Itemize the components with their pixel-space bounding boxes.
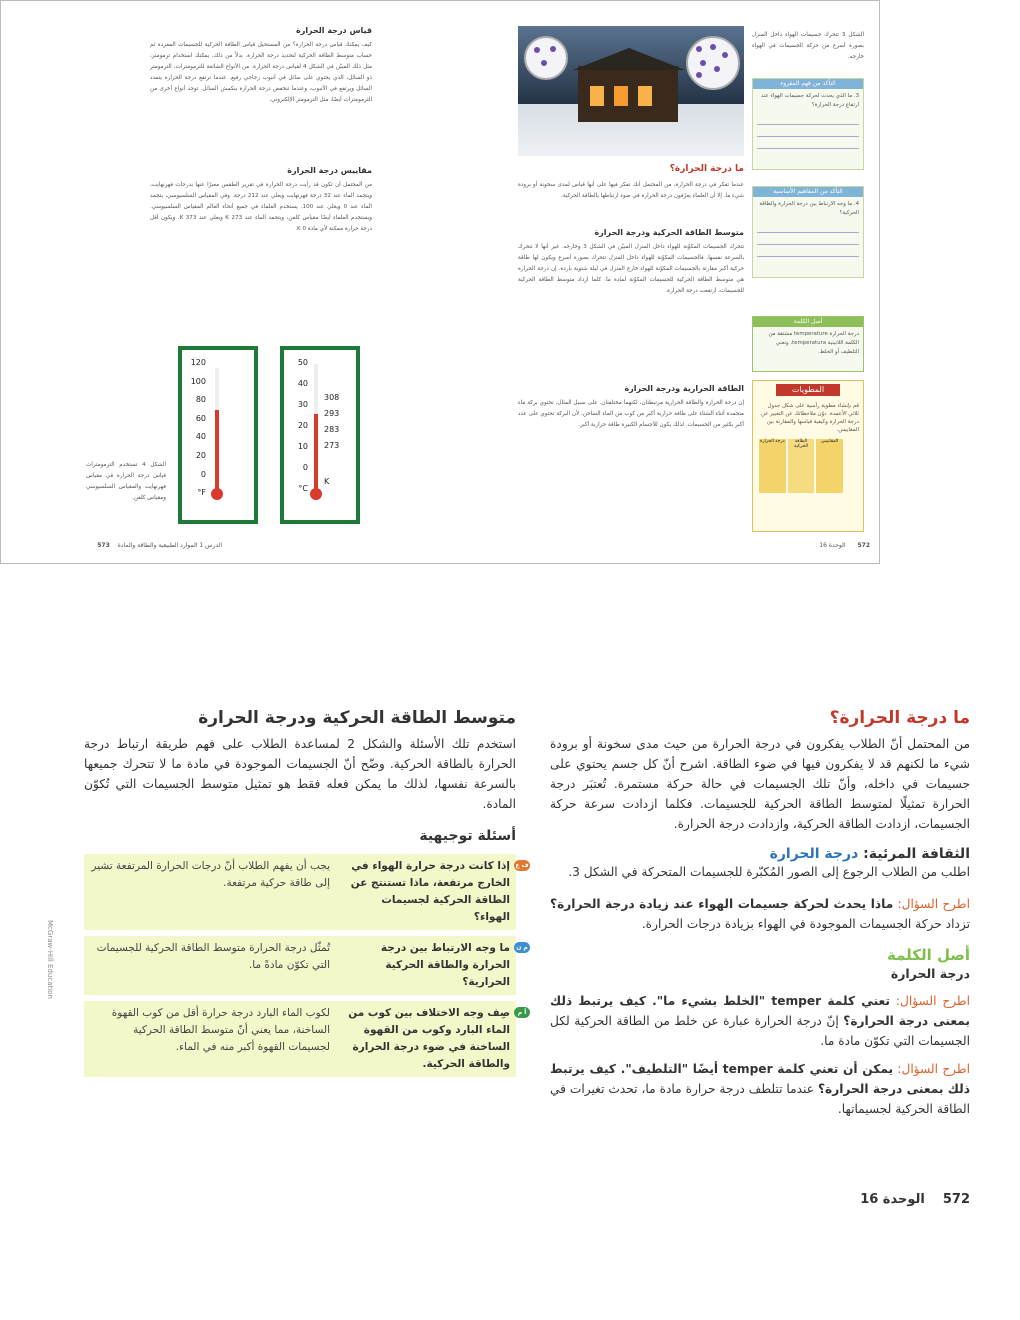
question-label: إذا كانت درجة حرارة الهواء في الخارج مرتفعة، ماذا تستنتج عن الطاقة الحركية لجسيمات الهواء؟: [350, 860, 510, 923]
mini-text-measure: كيف يمكنك قياس درجة الحرارة؟ من المستحيل قياس الطاقة الحركية للجسيمات المفردة ثم حساب متوسط الطاقة الحركية لتحديد درجة الحرارة. بدلاً من ذلك، يمكنك استخدام ترمومتر، مثل ذلك المبيّن في الشكل 4 لقياس درجة الحرارة. من الأنواع الشائعة للترمومترات، الترمومتر ذو السائل، الذي يحتوي على سائل في أنبوب زجاجي رفيع. عندما ترتفع درجة الحرارة يتمدد السائل ويرتفع في الأنبوب، وعندما تنخفض درجة الحرارة ينكمش السائل. توجد أنواع أخرى من الترمومترات أيضًا، مثل الترمومتر الإلكتروني.: [150, 42, 372, 103]
question-label: ما وجه الارتباط بين درجة الحرارة والطاقة الحركية الحرارية؟: [380, 942, 510, 988]
question-text: [336, 936, 528, 995]
key-concept-box: [752, 186, 864, 278]
page-number: 572: [942, 1192, 970, 1207]
tick-label: 0: [302, 463, 308, 472]
tick-label: 50: [297, 358, 308, 367]
question-row: [84, 936, 528, 995]
answer-text: لكوب الماء البارد درجة حرارة أقل من كوب القهوة الساخنة، مما يعني أنّ متوسط الطاقة الحركية لجسيمات القهوة أكبر منه في الماء.: [84, 1001, 336, 1077]
word-origin-heading: أصل الكلمة: [886, 946, 970, 964]
reading-check-question: 3. ما الذي يحدث لحركة جسيمات الهواء عند ارتفاع درجة الحرارة؟: [760, 93, 859, 108]
mini-footer-right-unit: الوحدة 16: [819, 542, 846, 549]
ask-question-2: [550, 991, 970, 1051]
mini-footer-left-page: 573: [97, 542, 110, 549]
reading-check-title: التأكد من فهم المقروء: [753, 79, 863, 89]
mini-heading-scales: مقاييس درجة الحرارة: [287, 166, 372, 175]
answer-text: تُمثّل درجة الحرارة متوسط الطاقة الحركية للجسيمات التي تكوّن مادةً ما.: [84, 936, 336, 995]
tick-label: 10: [297, 442, 308, 451]
ask-question: يمكن أن تعني كلمة temper أيضًا "التلطيف". كيف يرتبط ذلك بمعنى درجة الحرارة؟: [550, 1062, 970, 1096]
mini-heading-kinetic: متوسط الطاقة الحركية ودرجة الحرارة: [594, 228, 744, 237]
thermometer-fahrenheit: [178, 346, 258, 524]
ask-label: اطرح السؤال:: [897, 1062, 970, 1076]
bulb: [310, 488, 322, 500]
word-origin-text: درجة الحرارة temperature مشتقة من الكلمة اللاتينية temperatura، وتعني التلطيف أو الخلط.: [768, 331, 859, 355]
mini-footer-right-page: 572: [857, 542, 870, 549]
word-origin-title: أصل الكلمة: [753, 317, 863, 327]
cold-particles-zoom: [524, 36, 568, 80]
guiding-questions-table: [84, 854, 529, 1077]
question-label: صِف وجه الاختلاف بين كوب من الماء البارد وكوب من القهوة الساخنة في ضوء درجة الحرارة والطاقة الحركية.: [348, 1007, 510, 1070]
visual-literacy-text: اطلب من الطلاب الرجوع إلى الصور المُكبّرة للجسيمات المتحركة في الشكل 3.: [568, 865, 970, 879]
visual-literacy-label: الثقافة المرئية:: [863, 846, 970, 862]
level-badge: ف ع: [515, 862, 529, 869]
foldables-box: [752, 380, 864, 532]
ask-answer: إنّ درجة الحرارة عبارة عن خلط من الطاقة الحركية لكل الجسيمات التي تكوّن مادة ما.: [550, 1014, 970, 1048]
mini-text-scales: من المحتمل أن تكون قد رأيت درجة الحرارة في تقرير الطقس معبرًا عنها بدرجات فهرنهايت، ويتجمد الماء عند 32 درجة فهرنهايت ويغلي عند 212 درجة. وفي المقياس السلسيوسي، يتجمد الماء عند 0 ويغلي عند 100. يستخدم العلماء في جميع أنحاء العالم المقياس السلسيوسي. ويستخدم العلماء أيضًا مقياس كلفن، ويتجمد الماء عند 273 K ويغلي عند 373 K. ويكون أقل درجة حرارة ممكنة لأي مادة 0 K.: [150, 182, 373, 232]
window-light: [614, 86, 628, 106]
ask-question-1: [550, 894, 970, 934]
ask-question: تعني كلمة temper "الخلط بشيء ما". كيف يرتبط ذلك بمعنى درجة الحرارة؟: [550, 994, 970, 1028]
key-concept-title: التأكد من المفاهيم الأساسية: [753, 187, 863, 197]
mini-footer-left-text: الدرس 1 الموارد الطبيعية والطاقة والمادة: [117, 542, 222, 549]
mini-text-what-is-temp: عندما تفكر في درجة الحرارة، من المحتمل أنك تفكر فيها على أنها قياس لمدى سخونة أو برودة شيء ما. إلا أن العلماء يعرّفون درجة الحرارة في ضوء ارتباطها بالطاقة الحركية.: [518, 182, 744, 199]
roof-shape: [573, 48, 685, 70]
question-text: [336, 1001, 527, 1077]
right-title: ما درجة الحرارة؟: [829, 708, 970, 728]
fig4-caption: الشكل 4 تستخدم الترمومترات قياس درجة الحرارة في مقياس فهرنهايت والمقياس السلسيوسي ومقياس كلفن.: [86, 462, 166, 501]
fahrenheit-ticks: [184, 354, 206, 503]
window-light: [590, 86, 604, 106]
question-row: [84, 854, 529, 930]
tick-label: 60: [195, 413, 206, 423]
unit-label: الوحدة 16: [860, 1192, 925, 1207]
unit-label: °F: [197, 488, 206, 498]
window-light: [638, 86, 652, 106]
tick-label: 20: [195, 450, 206, 460]
level-badge: أ م: [514, 1007, 530, 1018]
right-column: [550, 708, 970, 1119]
celsius-ticks: [286, 352, 308, 499]
visual-literacy-topic: درجة الحرارة: [769, 846, 859, 862]
reading-check-box: [752, 78, 864, 170]
thermometer-celsius-kelvin: [280, 346, 360, 524]
word-origin-box: [752, 316, 864, 372]
left-column: [84, 708, 529, 1083]
guiding-questions-heading: أسئلة توجيهية: [419, 828, 516, 844]
ask-answer: عندما تتلطف درجة حرارة مادة ما، تحدث تغيرات في الطاقة الحركية لجسيماتها.: [550, 1082, 970, 1116]
foldables-title: المطويات: [776, 384, 840, 396]
word-origin-subheading: درجة الحرارة: [890, 966, 970, 981]
foldable-tab-1: درجة الحرارة: [759, 439, 786, 493]
margin-credit: McGraw-Hill Education: [46, 920, 54, 999]
unit-label: K: [324, 477, 330, 486]
ask-label: اطرح السؤال:: [895, 994, 971, 1008]
tick-label: 273: [324, 441, 340, 450]
mini-heading-what-is-temp: ما درجة الحرارة؟: [669, 164, 744, 174]
foldable-tab-2: الطاقة الحركية: [788, 439, 815, 493]
unit-label: °C: [298, 484, 308, 493]
ask-answer: تزداد حركة الجسيمات الموجودة في الهواء بزيادة درجات الحرارة.: [641, 917, 970, 931]
question-row: [84, 1001, 527, 1077]
answer-text: يجب أن يفهم الطلاب أنّ درجات الحرارة المرتفعة تشير إلى طاقة حركية مرتفعة.: [84, 854, 336, 930]
tick-label: 120: [190, 358, 206, 367]
left-intro: استخدم تلك الأسئلة والشكل 2 لمساعدة الطلاب على فهم طريقة ارتباط درجة الحرارة بالطاقة الحركية. وضّح أنّ الجسيمات الموجودة في مادة ما لا تتحرك جميعها بالسرعة نفسها، لذلك ما يمكن فعله فقط هو تمثيل متوسط الجسيمات التي تُكوّن المادة.: [84, 737, 516, 811]
foldable-tab-3: المقاييس: [816, 439, 843, 493]
mini-heading-measure: قياس درجة الحرارة: [295, 26, 372, 35]
bulb: [211, 488, 223, 500]
page-footer: [830, 1192, 970, 1207]
question-text: [336, 854, 529, 930]
foldables-text: قم بإنشاء مطوية رأسية على شكل جدول ثلاثي الأعمدة. دوّن ملاحظاتك عن التعبير عن درجة الحرارة وكيفية قياسها والمقارنة بين المقاييس.: [760, 403, 859, 433]
tick-label: 293: [324, 409, 340, 418]
ask-label: اطرح السؤال:: [897, 897, 970, 911]
right-intro: من المحتمل أنّ الطلاب يفكرون في درجة الحرارة من حيث مدى سخونة أو برودة شيء ما لكنهم قد لا يفكرون فيها في ضوء الطاقة. اشرح أنّ كل جسم يحتوي على جسيمات في داخله، وأنّ تلك الجسيمات في حالة حركة مستمرة. تُعتبَر درجة الحرارة تمثيلًا لمتوسط الطاقة الحركية للجسيمات. فكلما ازدادت سرعة حركة الجسيمات، ازدادت الطاقة الحركية، وازدادت درجة الحرارة.: [550, 737, 970, 831]
tick-label: 100: [190, 376, 206, 386]
tick-label: 30: [297, 400, 308, 409]
mini-footer-left: [22, 542, 222, 549]
tick-label: 0: [200, 469, 206, 479]
tick-label: 80: [195, 395, 206, 405]
kelvin-ticks: [324, 390, 348, 490]
tick-label: 308: [324, 393, 340, 402]
key-concept-question: 4. ما وجه الارتباط بين درجة الحرارة والطاقة الحركية؟: [759, 201, 859, 216]
ask-question: ماذا يحدث لحركة جسيمات الهواء عند زيادة درجة الحرارة؟: [550, 897, 894, 911]
mini-footer-right: [790, 542, 870, 549]
mini-text-thermal: إن درجة الحرارة والطاقة الحرارية مرتبطتان، لكنهما مختلفتان. على سبيل المثال، تحتوي بركة ماء متجمدة أثناء الشتاء على طاقة حرارية أكبر من كوب من الماء الساخن، لأن البركة تحتوي على عدد أكبر بكثير من الجسيمات. لذلك يكون للأجسام الكبيرة طاقة حرارية أكبر.: [518, 400, 744, 428]
warm-particles-zoom: [686, 36, 740, 90]
house-photo: [518, 26, 744, 156]
foldable-drawing: [759, 439, 843, 493]
ask-question-3: [550, 1059, 970, 1119]
tick-label: 40: [297, 379, 308, 388]
level-badge: م ن: [514, 942, 530, 953]
tick-label: 40: [195, 432, 206, 442]
mini-heading-thermal: الطاقة الحرارية ودرجة الحرارة: [624, 384, 744, 393]
mini-text-kinetic: تتحرك الجسيمات المكوّنة للهواء داخل المنزل المبيّن في الشكل 3 وخارجه. غير أنها لا تتحرك بالسرعة نفسها. فالجسيمات المكوّنة للهواء داخل المنزل تتحرك بصورة أسرع ويكون لها طاقة حركية أكبر مقارنة بالجسيمات المكوّنة للهواء خارج المنزل في ليلة شتوية باردة. إن درجة الحرارة هي متوسط الطاقة الحركية للجسيمات المكوّنة لمادة ما. كلما ازداد متوسط الطاقة الحركية للجسيمات، ارتفعت درجة الحرارة.: [518, 244, 744, 294]
mercury-column: [215, 410, 219, 492]
tick-label: 20: [297, 421, 308, 430]
student-page-reduction: [0, 0, 880, 564]
left-title: متوسط الطاقة الحركية ودرجة الحرارة: [198, 708, 516, 728]
tick-label: 283: [324, 425, 340, 434]
mercury-column: [314, 414, 318, 492]
visual-literacy-heading: [550, 846, 970, 862]
fig3-caption: الشكل 3 تتحرك جسيمات الهواء داخل المنزل بصورة أسرع من حركة الجسيمات في الهواء خارجه.: [752, 32, 864, 60]
